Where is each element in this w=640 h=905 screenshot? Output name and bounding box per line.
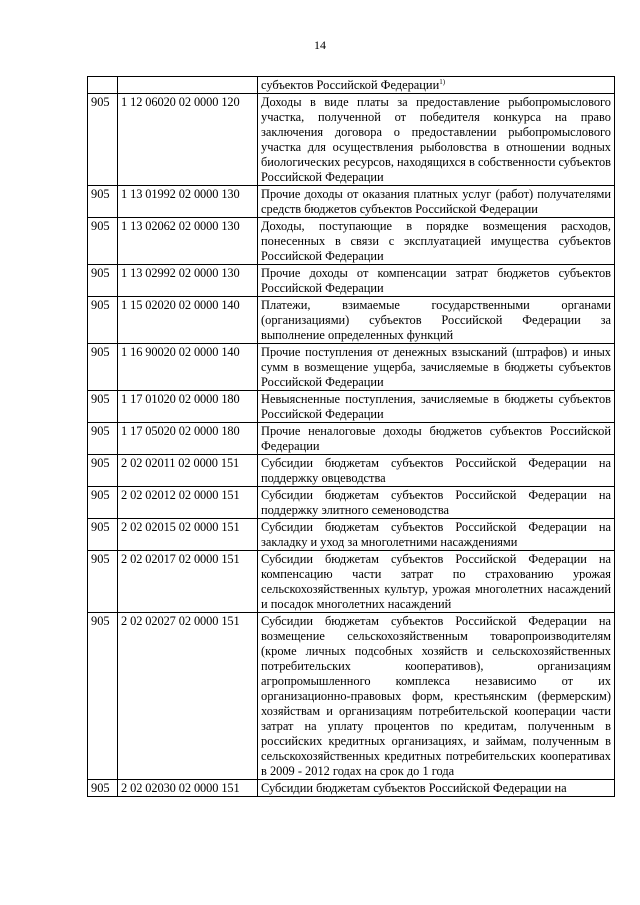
kbk-cell: 1 13 02062 02 0000 130: [118, 218, 258, 265]
revenue-name-cell: Прочие поступления от денежных взысканий (штрафов) и иных сумм в возмещение ущерба, зачисляемые в бюджеты субъектов Российской Федерации: [258, 344, 615, 391]
revenue-name-cell: Доходы в виде платы за предоставление рыбопромыслового участка, полученной от победителя конкурса на право заключения договора о предоставлении рыбопромыслового участка для осуществления рыболовства в отношении водных биологических ресурсов, находящихся в собственности субъектов Российской Федерации: [258, 94, 615, 186]
admin-code-cell: 905: [88, 297, 118, 344]
revenue-name-cell: Субсидии бюджетам субъектов Российской Федерации на возмещение сельскохозяйственным товаропроизводителям (кроме личных подсобных хозяйств и сельскохозяйственных потребительских кооперативов), организациям агропромышленного комплекса независимо от их организационно-правовых форм, крестьянским (фермерским) хозяйствам и организациям потребительской кооперации части затрат на уплату процентов по кредитам, полученным в российских кредитных организациях, и займам, полученным в сельскохозяйственных кредитных потребительских кооперативах в 2009 - 2012 годах на срок до 1 года: [258, 613, 615, 780]
admin-code-cell: 905: [88, 94, 118, 186]
kbk-cell: 1 17 01020 02 0000 180: [118, 391, 258, 423]
revenue-name-cell: Прочие доходы от компенсации затрат бюджетов субъектов Российской Федерации: [258, 265, 615, 297]
admin-code-cell: 905: [88, 344, 118, 391]
table-row: [88, 265, 615, 297]
kbk-cell: 2 02 02015 02 0000 151: [118, 519, 258, 551]
admin-code-cell: 905: [88, 780, 118, 797]
admin-code-cell: 905: [88, 218, 118, 265]
admin-code-cell: 905: [88, 487, 118, 519]
revenue-name-cell: Платежи, взимаемые государственными органами (организациями) субъектов Российской Федерации за выполнение определенных функций: [258, 297, 615, 344]
kbk-cell: [118, 77, 258, 94]
kbk-cell: 2 02 02027 02 0000 151: [118, 613, 258, 780]
table-row: [88, 613, 615, 780]
kbk-cell: 1 13 01992 02 0000 130: [118, 186, 258, 218]
kbk-cell: 2 02 02030 02 0000 151: [118, 780, 258, 797]
revenue-name-cell: Субсидии бюджетам субъектов Российской Федерации на поддержку элитного семеноводства: [258, 487, 615, 519]
table-row: [88, 519, 615, 551]
revenue-name-cell: Субсидии бюджетам субъектов Российской Федерации на: [258, 780, 615, 797]
table-row: [88, 551, 615, 613]
footnote-marker: 1): [439, 77, 446, 86]
table-row: [88, 391, 615, 423]
table-row: [88, 423, 615, 455]
kbk-cell: 2 02 02011 02 0000 151: [118, 455, 258, 487]
admin-code-cell: 905: [88, 423, 118, 455]
kbk-cell: 2 02 02017 02 0000 151: [118, 551, 258, 613]
table-body: [88, 77, 615, 797]
revenue-name-cell: Доходы, поступающие в порядке возмещения расходов, понесенных в связи с эксплуатацией имущества субъектов Российской Федерации: [258, 218, 615, 265]
admin-code-cell: 905: [88, 455, 118, 487]
kbk-cell: 1 17 05020 02 0000 180: [118, 423, 258, 455]
kbk-cell: 1 12 06020 02 0000 120: [118, 94, 258, 186]
continuation-text: субъектов Российской Федерации: [261, 78, 440, 92]
kbk-cell: 2 02 02012 02 0000 151: [118, 487, 258, 519]
admin-code-cell: 905: [88, 519, 118, 551]
table-row: [88, 780, 615, 797]
admin-code-cell: 905: [88, 551, 118, 613]
revenue-name-cell: Прочие доходы от оказания платных услуг (работ) получателями средств бюджетов субъектов Российской Федерации: [258, 186, 615, 218]
admin-code-cell: 905: [88, 186, 118, 218]
table-row: [88, 186, 615, 218]
table-row: [88, 94, 615, 186]
revenue-name-cell: Прочие неналоговые доходы бюджетов субъектов Российской Федерации: [258, 423, 615, 455]
continuation-row: [88, 77, 615, 94]
continuation-text-cell: [258, 77, 615, 94]
kbk-cell: 1 15 02020 02 0000 140: [118, 297, 258, 344]
table-row: [88, 455, 615, 487]
kbk-cell: 1 16 90020 02 0000 140: [118, 344, 258, 391]
admin-code-cell: 905: [88, 613, 118, 780]
page-number: 14: [314, 38, 326, 52]
revenue-name-cell: Субсидии бюджетам субъектов Российской Федерации на поддержку овцеводства: [258, 455, 615, 487]
table-row: [88, 297, 615, 344]
table-row: [88, 218, 615, 265]
table-row: [88, 344, 615, 391]
revenue-name-cell: Невыясненные поступления, зачисляемые в бюджеты субъектов Российской Федерации: [258, 391, 615, 423]
table-row: [88, 487, 615, 519]
revenue-name-cell: Субсидии бюджетам субъектов Российской Федерации на компенсацию части затрат по страхованию урожая сельскохозяйственных культур, урожая многолетних насаждений и посадок многолетних насаждений: [258, 551, 615, 613]
revenue-name-cell: Субсидии бюджетам субъектов Российской Федерации на закладку и уход за многолетними насаждениями: [258, 519, 615, 551]
admin-code-cell: 905: [88, 391, 118, 423]
admin-code-cell: 905: [88, 265, 118, 297]
kbk-cell: 1 13 02992 02 0000 130: [118, 265, 258, 297]
admin-code-cell: [88, 77, 118, 94]
revenue-classification-table: [87, 76, 615, 797]
